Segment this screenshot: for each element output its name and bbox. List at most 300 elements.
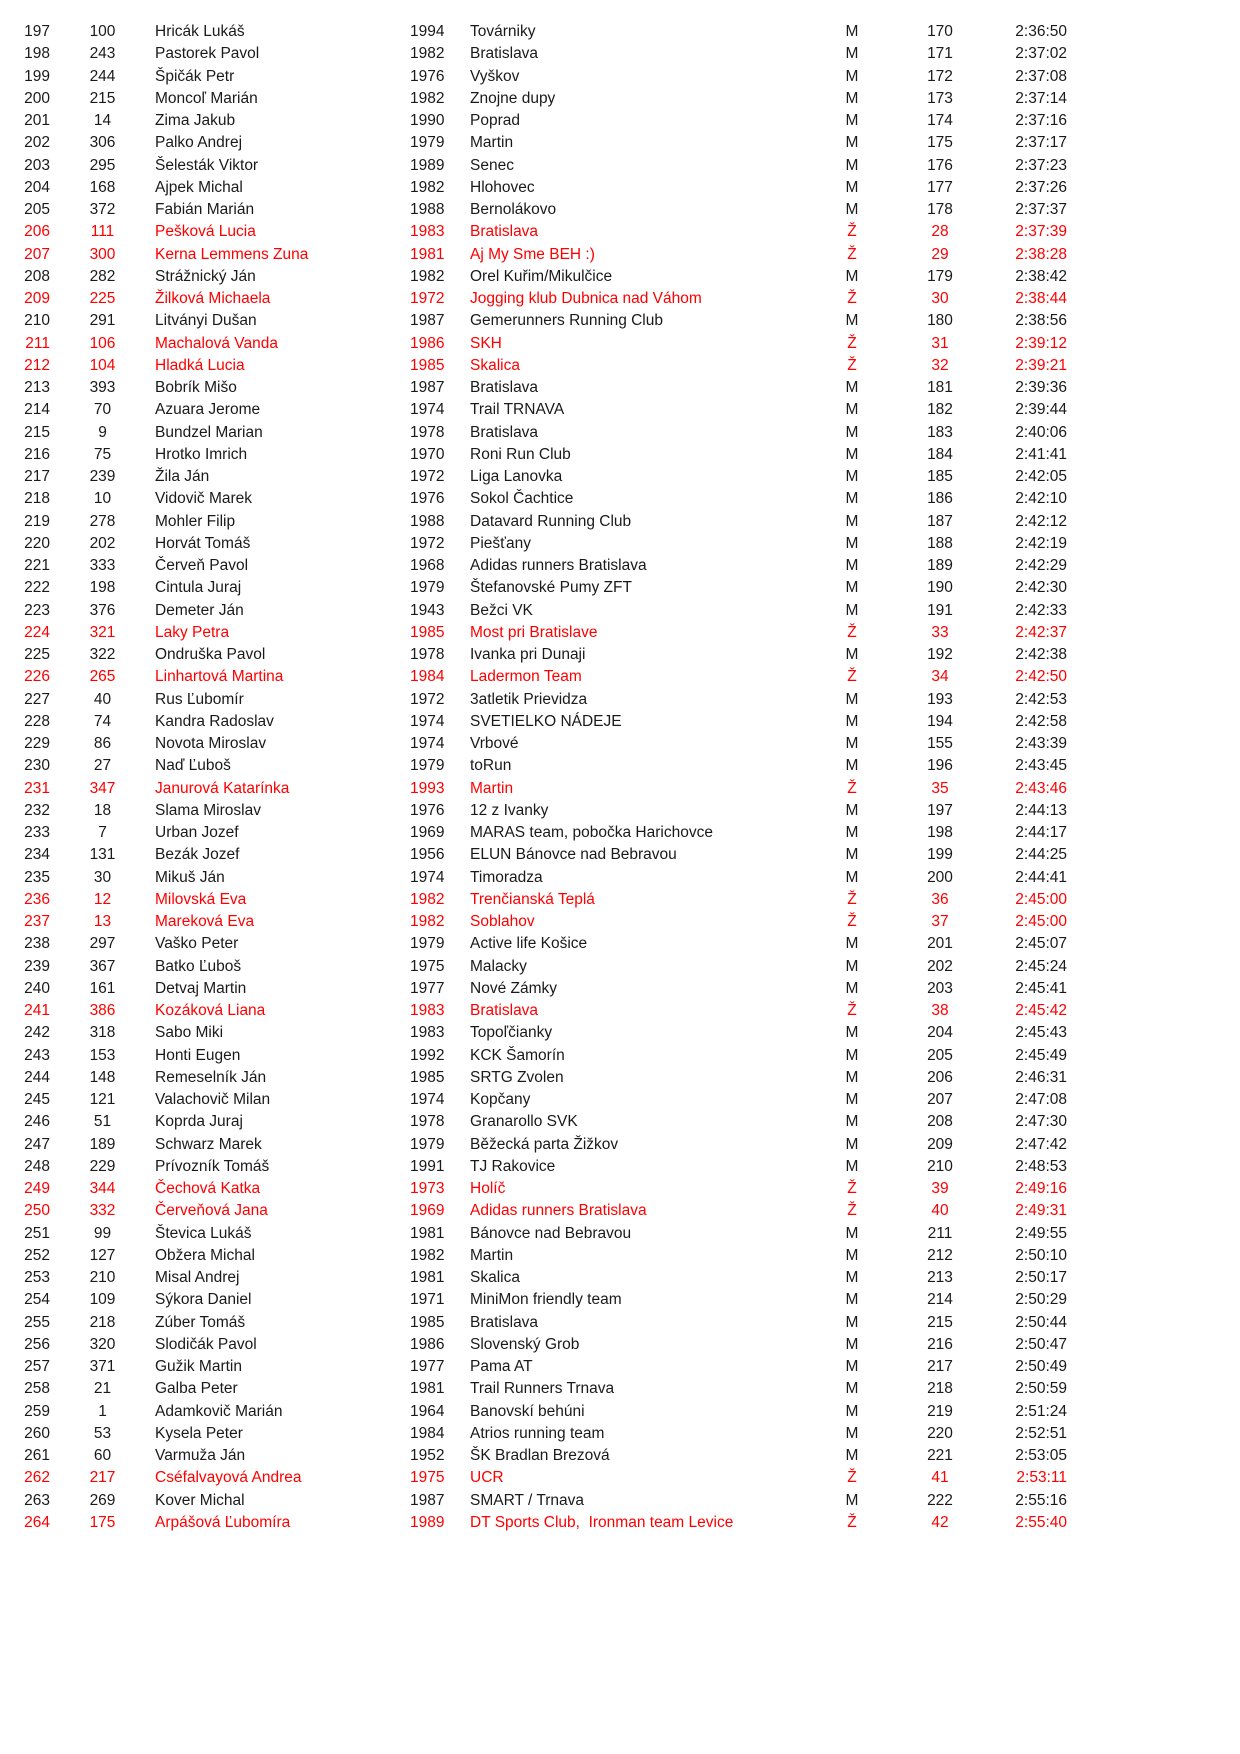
gender-code: M <box>845 89 859 107</box>
overall-rank: 250 <box>24 1202 50 1220</box>
bib-number: 53 <box>93 1424 112 1442</box>
bib-number: 332 <box>89 1202 116 1220</box>
runner-name: Šelesták Viktor <box>155 156 259 174</box>
runner-name: Fabián Marián <box>155 201 255 218</box>
birth-year: 1994 <box>410 23 445 40</box>
bib-number: 189 <box>89 1135 116 1153</box>
bib-number: 21 <box>93 1380 112 1398</box>
birth-year: 1974 <box>410 868 445 886</box>
category-rank: 219 <box>927 1402 953 1420</box>
result-row <box>0 466 1067 488</box>
category-rank: 180 <box>927 312 953 330</box>
result-row <box>0 778 1067 800</box>
result-row <box>0 21 1067 43</box>
result-row <box>0 333 1067 355</box>
finish-time: 2:42:12 <box>1015 512 1067 530</box>
birth-year: 1982 <box>410 89 445 107</box>
bib-number: 198 <box>89 579 116 597</box>
result-row <box>0 310 1067 332</box>
club-name: KCK Šamorín <box>470 1046 565 1064</box>
bib-number: 75 <box>93 445 112 463</box>
runner-name: Koprda Juraj <box>155 1113 243 1131</box>
runner-name: Slama Miroslav <box>155 801 261 819</box>
category-rank: 182 <box>927 401 953 419</box>
birth-year: 1991 <box>410 1157 445 1175</box>
club-name: 12 z Ivanky <box>470 801 549 819</box>
runner-name: Mareková Eva <box>155 913 255 930</box>
category-rank: 35 <box>931 779 949 797</box>
category-rank: 191 <box>927 601 953 619</box>
category-rank: 205 <box>927 1046 953 1064</box>
category-rank: 31 <box>931 334 949 352</box>
runner-name: Litványi Dušan <box>155 312 257 330</box>
finish-time: 2:42:37 <box>1015 623 1067 641</box>
category-rank: 185 <box>927 468 953 485</box>
gender-code: Ž <box>847 668 857 686</box>
birth-year: 1984 <box>410 668 445 686</box>
bib-number: 9 <box>98 423 107 441</box>
finish-time: 2:49:31 <box>1015 1202 1067 1220</box>
finish-time: 2:37:37 <box>1015 201 1067 218</box>
birth-year: 1976 <box>410 801 445 819</box>
gender-code: M <box>845 512 859 530</box>
runner-name: Kover Michal <box>155 1491 245 1509</box>
gender-code: M <box>845 1269 859 1286</box>
finish-time: 2:50:10 <box>1015 1246 1067 1264</box>
category-rank: 29 <box>931 245 949 263</box>
bib-number: 300 <box>89 245 116 263</box>
gender-code: Ž <box>847 1002 857 1019</box>
category-rank: 196 <box>927 757 953 775</box>
category-rank: 173 <box>927 89 953 107</box>
result-row <box>0 1223 1067 1245</box>
birth-year: 1982 <box>410 267 445 285</box>
gender-code: M <box>845 957 859 975</box>
bib-number: 7 <box>98 824 107 841</box>
finish-time: 2:44:17 <box>1015 824 1067 841</box>
overall-rank: 204 <box>24 178 50 196</box>
category-rank: 211 <box>927 1224 953 1242</box>
runner-name: Zúber Tomáš <box>155 1313 246 1331</box>
runner-name: Horvát Tomáš <box>155 534 251 552</box>
birth-year: 1978 <box>410 1113 445 1131</box>
finish-time: 2:42:19 <box>1015 534 1067 552</box>
bib-number: 318 <box>89 1024 116 1042</box>
result-row <box>0 1134 1067 1156</box>
category-rank: 187 <box>927 512 953 530</box>
result-row <box>0 733 1067 755</box>
overall-rank: 231 <box>24 779 50 797</box>
gender-code: M <box>845 1291 859 1309</box>
finish-time: 2:37:17 <box>1015 134 1067 152</box>
runner-name: Moncoľ Marián <box>155 89 258 107</box>
overall-rank: 258 <box>24 1380 50 1398</box>
bib-number: 225 <box>89 290 116 307</box>
gender-code: Ž <box>847 356 857 374</box>
bib-number: 127 <box>89 1246 116 1264</box>
finish-time: 2:39:12 <box>1015 334 1067 352</box>
overall-rank: 197 <box>24 23 50 40</box>
gender-code: M <box>845 1068 859 1086</box>
gender-code: M <box>845 557 859 574</box>
runner-name: Demeter Ján <box>155 601 244 619</box>
result-row <box>0 711 1067 733</box>
runner-name: Pešková Lucia <box>155 223 256 241</box>
result-row <box>0 978 1067 1000</box>
club-name: Kopčany <box>470 1091 531 1108</box>
category-rank: 218 <box>927 1380 953 1398</box>
club-name: Sokol Čachtice <box>470 490 574 508</box>
category-rank: 186 <box>927 490 953 508</box>
club-name: Běžecká parta Žižkov <box>470 1135 619 1153</box>
runner-name: Cséfalvayová Andrea <box>155 1469 302 1487</box>
bib-number: 202 <box>89 534 116 552</box>
overall-rank: 244 <box>24 1068 50 1086</box>
category-rank: 220 <box>927 1424 953 1442</box>
finish-time: 2:50:29 <box>1015 1291 1067 1309</box>
finish-time: 2:42:33 <box>1015 601 1067 619</box>
birth-year: 1974 <box>410 1091 445 1108</box>
overall-rank: 220 <box>24 534 50 552</box>
finish-time: 2:45:49 <box>1015 1046 1067 1064</box>
club-name: Holíč <box>470 1180 506 1197</box>
overall-rank: 207 <box>24 245 50 263</box>
runner-name: Naď Ľuboš <box>155 757 231 775</box>
gender-code: M <box>845 1380 859 1398</box>
runner-name: Batko Ľuboš <box>155 957 242 975</box>
category-rank: 190 <box>927 579 953 597</box>
runner-name: Bundzel Marian <box>155 423 263 441</box>
overall-rank: 217 <box>24 468 50 485</box>
gender-code: M <box>845 423 859 441</box>
result-row <box>0 511 1067 533</box>
overall-rank: 262 <box>24 1469 50 1487</box>
runner-name: Honti Eugen <box>155 1046 241 1064</box>
runner-name: Špičák Petr <box>155 67 235 85</box>
category-rank: 214 <box>927 1291 953 1309</box>
bib-number: 14 <box>93 112 112 129</box>
category-rank: 155 <box>927 735 953 752</box>
club-name: Bratislava <box>470 1002 539 1019</box>
overall-rank: 248 <box>24 1157 50 1175</box>
birth-year: 1969 <box>410 1202 445 1220</box>
finish-time: 2:38:28 <box>1015 245 1067 263</box>
category-rank: 206 <box>927 1068 953 1086</box>
gender-code: M <box>845 646 859 663</box>
club-name: Active life Košice <box>470 935 588 953</box>
gender-code: M <box>845 1335 859 1353</box>
bib-number: 104 <box>89 356 116 374</box>
runner-name: Remeselník Ján <box>155 1068 267 1086</box>
bib-number: 18 <box>93 801 112 819</box>
result-row <box>0 1423 1067 1445</box>
overall-rank: 264 <box>24 1513 50 1531</box>
finish-time: 2:42:53 <box>1015 690 1067 708</box>
overall-rank: 263 <box>24 1491 50 1509</box>
club-name: Topoľčianky <box>470 1024 553 1042</box>
club-name: Ivanka pri Dunaji <box>470 646 586 663</box>
overall-rank: 213 <box>24 379 50 396</box>
category-rank: 41 <box>931 1469 949 1487</box>
category-rank: 39 <box>931 1180 949 1197</box>
runner-name: Pastorek Pavol <box>155 45 260 63</box>
runner-name: Ondruška Pavol <box>155 646 266 663</box>
category-rank: 179 <box>927 267 953 285</box>
bib-number: 210 <box>89 1269 116 1286</box>
club-name: TJ Rakovice <box>470 1157 556 1175</box>
gender-code: Ž <box>847 1513 857 1531</box>
birth-year: 1979 <box>410 134 445 152</box>
finish-time: 2:37:39 <box>1015 223 1067 241</box>
finish-time: 2:49:55 <box>1015 1224 1067 1242</box>
birth-year: 1982 <box>410 178 445 196</box>
birth-year: 1985 <box>410 356 445 374</box>
result-row <box>0 822 1067 844</box>
category-rank: 222 <box>927 1491 953 1509</box>
category-rank: 197 <box>927 801 953 819</box>
birth-year: 1956 <box>410 846 445 864</box>
club-name: Aj My Sme BEH :) <box>470 245 595 263</box>
finish-time: 2:38:56 <box>1015 312 1067 330</box>
result-row <box>0 933 1067 955</box>
result-row <box>0 889 1067 911</box>
gender-code: M <box>845 1157 859 1175</box>
bib-number: 131 <box>89 846 116 864</box>
overall-rank: 255 <box>24 1313 50 1331</box>
runner-name: Azuara Jerome <box>155 401 261 419</box>
overall-rank: 202 <box>24 134 50 152</box>
runner-name: Urban Jozef <box>155 824 239 841</box>
club-name: Bratislava <box>470 45 539 63</box>
birth-year: 1981 <box>410 1269 445 1286</box>
result-row <box>0 755 1067 777</box>
club-name: Piešťany <box>470 534 531 552</box>
finish-time: 2:39:36 <box>1015 379 1067 396</box>
bib-number: 372 <box>89 201 116 218</box>
category-rank: 181 <box>927 379 953 396</box>
overall-rank: 211 <box>25 334 50 352</box>
bib-number: 86 <box>93 735 112 752</box>
overall-rank: 228 <box>24 712 50 730</box>
bib-number: 297 <box>89 935 116 953</box>
club-name: Most pri Bratislave <box>470 623 598 641</box>
category-rank: 37 <box>931 913 949 930</box>
overall-rank: 254 <box>24 1291 50 1309</box>
gender-code: Ž <box>847 1202 857 1220</box>
club-name: MiniMon friendly team <box>470 1291 622 1309</box>
gender-code: M <box>845 1491 859 1509</box>
bib-number: 322 <box>89 646 116 663</box>
birth-year: 1979 <box>410 1135 445 1153</box>
runner-name: Detvaj Martin <box>155 979 247 997</box>
birth-year: 1974 <box>410 401 445 419</box>
runner-name: Sýkora Daniel <box>155 1291 252 1309</box>
finish-time: 2:36:50 <box>1015 23 1067 40</box>
finish-time: 2:42:29 <box>1015 557 1067 574</box>
finish-time: 2:46:31 <box>1015 1068 1067 1086</box>
birth-year: 1975 <box>410 1469 445 1487</box>
birth-year: 1964 <box>410 1402 445 1420</box>
result-row <box>0 1000 1067 1022</box>
category-rank: 192 <box>927 646 953 663</box>
category-rank: 172 <box>927 67 953 85</box>
bib-number: 153 <box>89 1046 116 1064</box>
category-rank: 198 <box>927 824 953 841</box>
finish-time: 2:45:24 <box>1015 957 1067 975</box>
category-rank: 174 <box>927 112 953 129</box>
finish-time: 2:42:58 <box>1015 712 1067 730</box>
birth-year: 1952 <box>410 1447 445 1464</box>
category-rank: 40 <box>931 1202 949 1220</box>
category-rank: 213 <box>927 1269 953 1286</box>
overall-rank: 238 <box>24 935 50 953</box>
club-name: Atrios running team <box>470 1424 605 1442</box>
category-rank: 199 <box>927 846 953 864</box>
bib-number: 344 <box>89 1180 116 1197</box>
finish-time: 2:55:40 <box>1015 1513 1067 1531</box>
bib-number: 367 <box>89 957 116 975</box>
result-row <box>0 399 1067 421</box>
finish-time: 2:53:05 <box>1015 1447 1067 1464</box>
gender-code: M <box>845 1113 859 1131</box>
finish-time: 2:42:30 <box>1015 579 1067 597</box>
bib-number: 393 <box>89 379 116 396</box>
club-name: Továrniky <box>470 23 536 40</box>
overall-rank: 241 <box>24 1002 50 1019</box>
result-row <box>0 911 1067 933</box>
result-row <box>0 1111 1067 1133</box>
result-row <box>0 377 1067 399</box>
gender-code: Ž <box>847 223 857 241</box>
finish-time: 2:50:47 <box>1015 1335 1067 1353</box>
bib-number: 109 <box>89 1291 116 1309</box>
gender-code: Ž <box>847 290 857 307</box>
finish-time: 2:50:17 <box>1015 1269 1067 1286</box>
runner-name: Cintula Juraj <box>155 579 242 597</box>
category-rank: 202 <box>927 957 953 975</box>
result-row <box>0 110 1067 132</box>
bib-number: 168 <box>89 178 116 196</box>
runner-name: Žilková Michaela <box>155 290 271 307</box>
category-rank: 177 <box>927 178 953 196</box>
runner-name: Vidovič Marek <box>155 490 253 508</box>
overall-rank: 208 <box>24 267 50 285</box>
runner-name: Machalová Vanda <box>155 334 278 352</box>
club-name: Granarollo SVK <box>470 1113 578 1131</box>
category-rank: 42 <box>931 1513 949 1531</box>
gender-code: M <box>845 534 859 552</box>
gender-code: M <box>845 735 859 752</box>
finish-time: 2:50:44 <box>1015 1313 1067 1331</box>
overall-rank: 253 <box>24 1269 50 1286</box>
club-name: Martin <box>470 1246 514 1264</box>
category-rank: 184 <box>927 445 953 463</box>
club-name: Pama AT <box>470 1358 533 1375</box>
result-row <box>0 1156 1067 1178</box>
bib-number: 244 <box>89 67 116 85</box>
birth-year: 1975 <box>410 957 445 975</box>
club-name: MARAS team, pobočka Harichovce <box>470 824 713 841</box>
club-name: Trenčianská Teplá <box>470 890 595 908</box>
category-rank: 36 <box>931 890 949 908</box>
bib-number: 12 <box>93 890 112 908</box>
gender-code: Ž <box>847 623 857 641</box>
result-row <box>0 1467 1067 1489</box>
club-name: Malacky <box>470 957 527 975</box>
gender-code: M <box>845 1424 859 1442</box>
results-body <box>0 21 1067 1534</box>
club-name: Bánovce nad Bebravou <box>470 1224 632 1242</box>
finish-time: 2:47:08 <box>1015 1091 1067 1108</box>
bib-number: 100 <box>89 23 116 40</box>
runner-name: Galba Peter <box>155 1380 238 1398</box>
overall-rank: 222 <box>24 579 50 597</box>
birth-year: 1973 <box>410 1180 445 1197</box>
result-row <box>0 600 1067 622</box>
result-row <box>0 488 1067 510</box>
overall-rank: 224 <box>24 623 50 641</box>
bib-number: 1 <box>98 1402 107 1420</box>
runner-name: Misal Andrej <box>155 1269 240 1286</box>
bib-number: 10 <box>93 490 112 508</box>
overall-rank: 221 <box>24 557 50 574</box>
category-rank: 38 <box>931 1002 949 1019</box>
category-rank: 212 <box>927 1246 953 1264</box>
overall-rank: 251 <box>24 1224 50 1242</box>
result-row <box>0 1356 1067 1378</box>
club-name: Trail TRNAVA <box>470 401 565 419</box>
bib-number: 321 <box>89 623 116 641</box>
club-name: Hlohovec <box>470 178 535 196</box>
result-row <box>0 1045 1067 1067</box>
result-row <box>0 422 1067 444</box>
overall-rank: 261 <box>24 1447 50 1464</box>
gender-code: M <box>845 979 859 997</box>
club-name: Bratislava <box>470 423 539 441</box>
category-rank: 193 <box>927 690 953 708</box>
gender-code: M <box>845 201 859 218</box>
gender-code: M <box>845 1447 859 1464</box>
result-row <box>0 1378 1067 1400</box>
result-row <box>0 1401 1067 1423</box>
gender-code: M <box>845 801 859 819</box>
bib-number: 99 <box>93 1224 112 1242</box>
overall-rank: 200 <box>24 89 50 107</box>
birth-year: 1987 <box>410 1491 445 1509</box>
overall-rank: 214 <box>24 401 50 419</box>
runner-name: Ajpek Michal <box>155 178 243 196</box>
finish-time: 2:39:21 <box>1015 356 1067 374</box>
runner-name: Prívozník Tomáš <box>155 1157 270 1175</box>
club-name: Bernolákovo <box>470 201 557 218</box>
overall-rank: 237 <box>24 913 50 930</box>
finish-time: 2:42:05 <box>1015 468 1067 485</box>
bib-number: 60 <box>93 1447 112 1464</box>
overall-rank: 256 <box>24 1335 50 1353</box>
gender-code: M <box>845 156 859 174</box>
gender-code: M <box>845 1313 859 1331</box>
overall-rank: 233 <box>24 824 50 841</box>
club-name: Skalica <box>470 1269 520 1286</box>
bib-number: 347 <box>89 779 116 797</box>
birth-year: 1989 <box>410 1513 445 1531</box>
bib-number: 243 <box>89 45 116 63</box>
bib-number: 282 <box>89 267 116 285</box>
birth-year: 1972 <box>410 290 445 307</box>
club-name: Gemerunners Running Club <box>470 312 663 330</box>
bib-number: 291 <box>89 312 116 330</box>
result-row <box>0 1200 1067 1222</box>
